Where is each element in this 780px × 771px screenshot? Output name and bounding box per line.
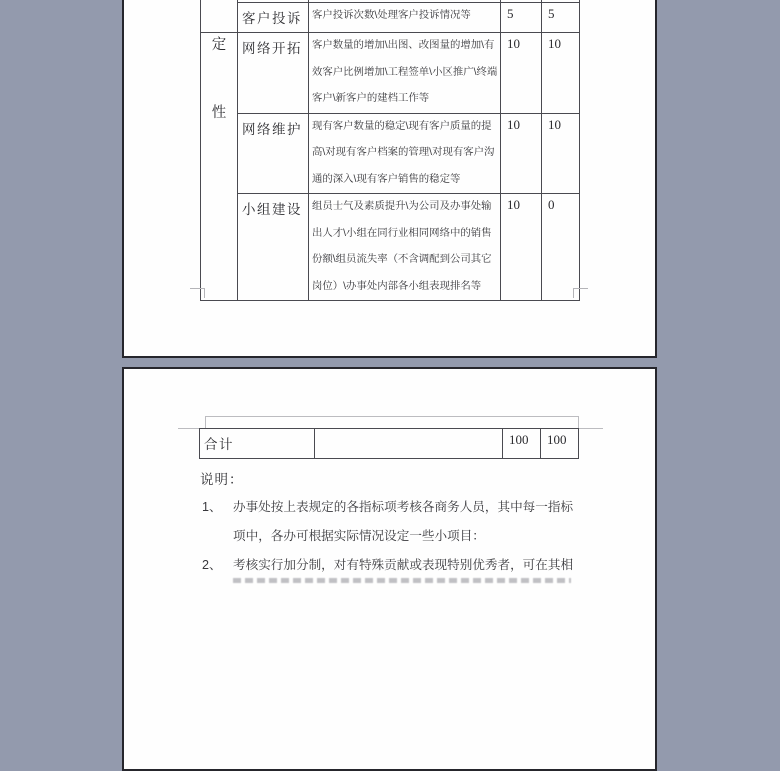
score-cell[interactable]: 10 bbox=[501, 113, 542, 194]
score-cell[interactable]: 10 bbox=[542, 33, 580, 114]
note-text: 办事处按上表规定的各指标项考核各商务人员，其中每一指标项中，各办可根据实际情况设定一些小项目： bbox=[233, 500, 574, 543]
table-row-network-expansion bbox=[201, 33, 580, 114]
notes-list bbox=[202, 493, 576, 580]
table-row-team-building bbox=[201, 194, 580, 301]
indicator-label[interactable]: 网络维护 bbox=[238, 113, 309, 194]
text-boundary-segment-left bbox=[178, 428, 199, 429]
note-text: 考核实行加分制，对有特殊贡献或表现特别优秀者，可在其相 bbox=[233, 558, 574, 572]
indicator-label[interactable]: 网络开拓 bbox=[238, 33, 309, 114]
cutoff-text-line bbox=[233, 578, 571, 583]
category-cell-upper[interactable] bbox=[201, 0, 238, 33]
total-label[interactable]: 合计 bbox=[200, 429, 315, 459]
note-number: 2、 bbox=[202, 558, 222, 572]
text-boundary-mark-bottom-right bbox=[573, 288, 588, 298]
document-page-1[interactable] bbox=[122, 0, 657, 358]
total-desc-cell[interactable] bbox=[315, 429, 503, 459]
indicator-label[interactable]: 客户投诉 bbox=[238, 3, 309, 33]
score-cell[interactable]: 10 bbox=[542, 113, 580, 194]
category-char: 定 bbox=[211, 37, 227, 53]
indicator-desc[interactable]: 客户投诉次数\处理客户投诉情况等 bbox=[309, 3, 501, 33]
total-score-cell[interactable]: 100 bbox=[541, 429, 579, 459]
table-row-network-maintenance bbox=[201, 113, 580, 194]
score-cell[interactable]: 10 bbox=[501, 33, 542, 114]
score-cell[interactable]: 5 bbox=[501, 3, 542, 33]
notes-heading[interactable]: 说明： bbox=[200, 472, 244, 487]
indicator-label[interactable]: 小组建设 bbox=[238, 194, 309, 301]
table-row-total bbox=[200, 429, 579, 459]
score-cell[interactable]: 5 bbox=[542, 3, 580, 33]
note-item-2[interactable] bbox=[202, 551, 576, 580]
score-cell[interactable]: 0 bbox=[542, 194, 580, 301]
note-item-1[interactable] bbox=[202, 493, 576, 551]
table-row-complaints bbox=[201, 3, 580, 33]
evaluation-table bbox=[200, 0, 580, 301]
text-boundary-mark-bottom-left bbox=[190, 288, 205, 298]
text-boundary-segment-right bbox=[579, 428, 603, 429]
note-number: 1、 bbox=[202, 500, 222, 514]
score-cell[interactable]: 10 bbox=[501, 194, 542, 301]
category-vertical-label bbox=[201, 33, 237, 144]
total-table bbox=[199, 428, 579, 459]
category-char: 性 bbox=[211, 105, 227, 121]
indicator-desc[interactable]: 现有客户数量的稳定\现有客户质量的提高\对现有客户档案的管理\对现有客户沟通的深入\现有客户销售的稳定等 bbox=[309, 113, 501, 194]
indicator-desc[interactable]: 客户数量的增加\出图、改图量的增加\有效客户比例增加\工程签单\小区推广\终端客户\新客户的建档工作等 bbox=[309, 33, 501, 114]
indicator-desc[interactable]: 组员士气及素质提升\为公司及办事处输出人才\小组在同行业相同网络中的销售份额\组员流失率（不含调配到公司其它岗位）\办事处内部各小组表现排名等 bbox=[309, 194, 501, 301]
total-score-cell[interactable]: 100 bbox=[503, 429, 541, 459]
document-page-2[interactable] bbox=[122, 367, 657, 771]
category-cell-qualitative[interactable] bbox=[201, 33, 238, 301]
